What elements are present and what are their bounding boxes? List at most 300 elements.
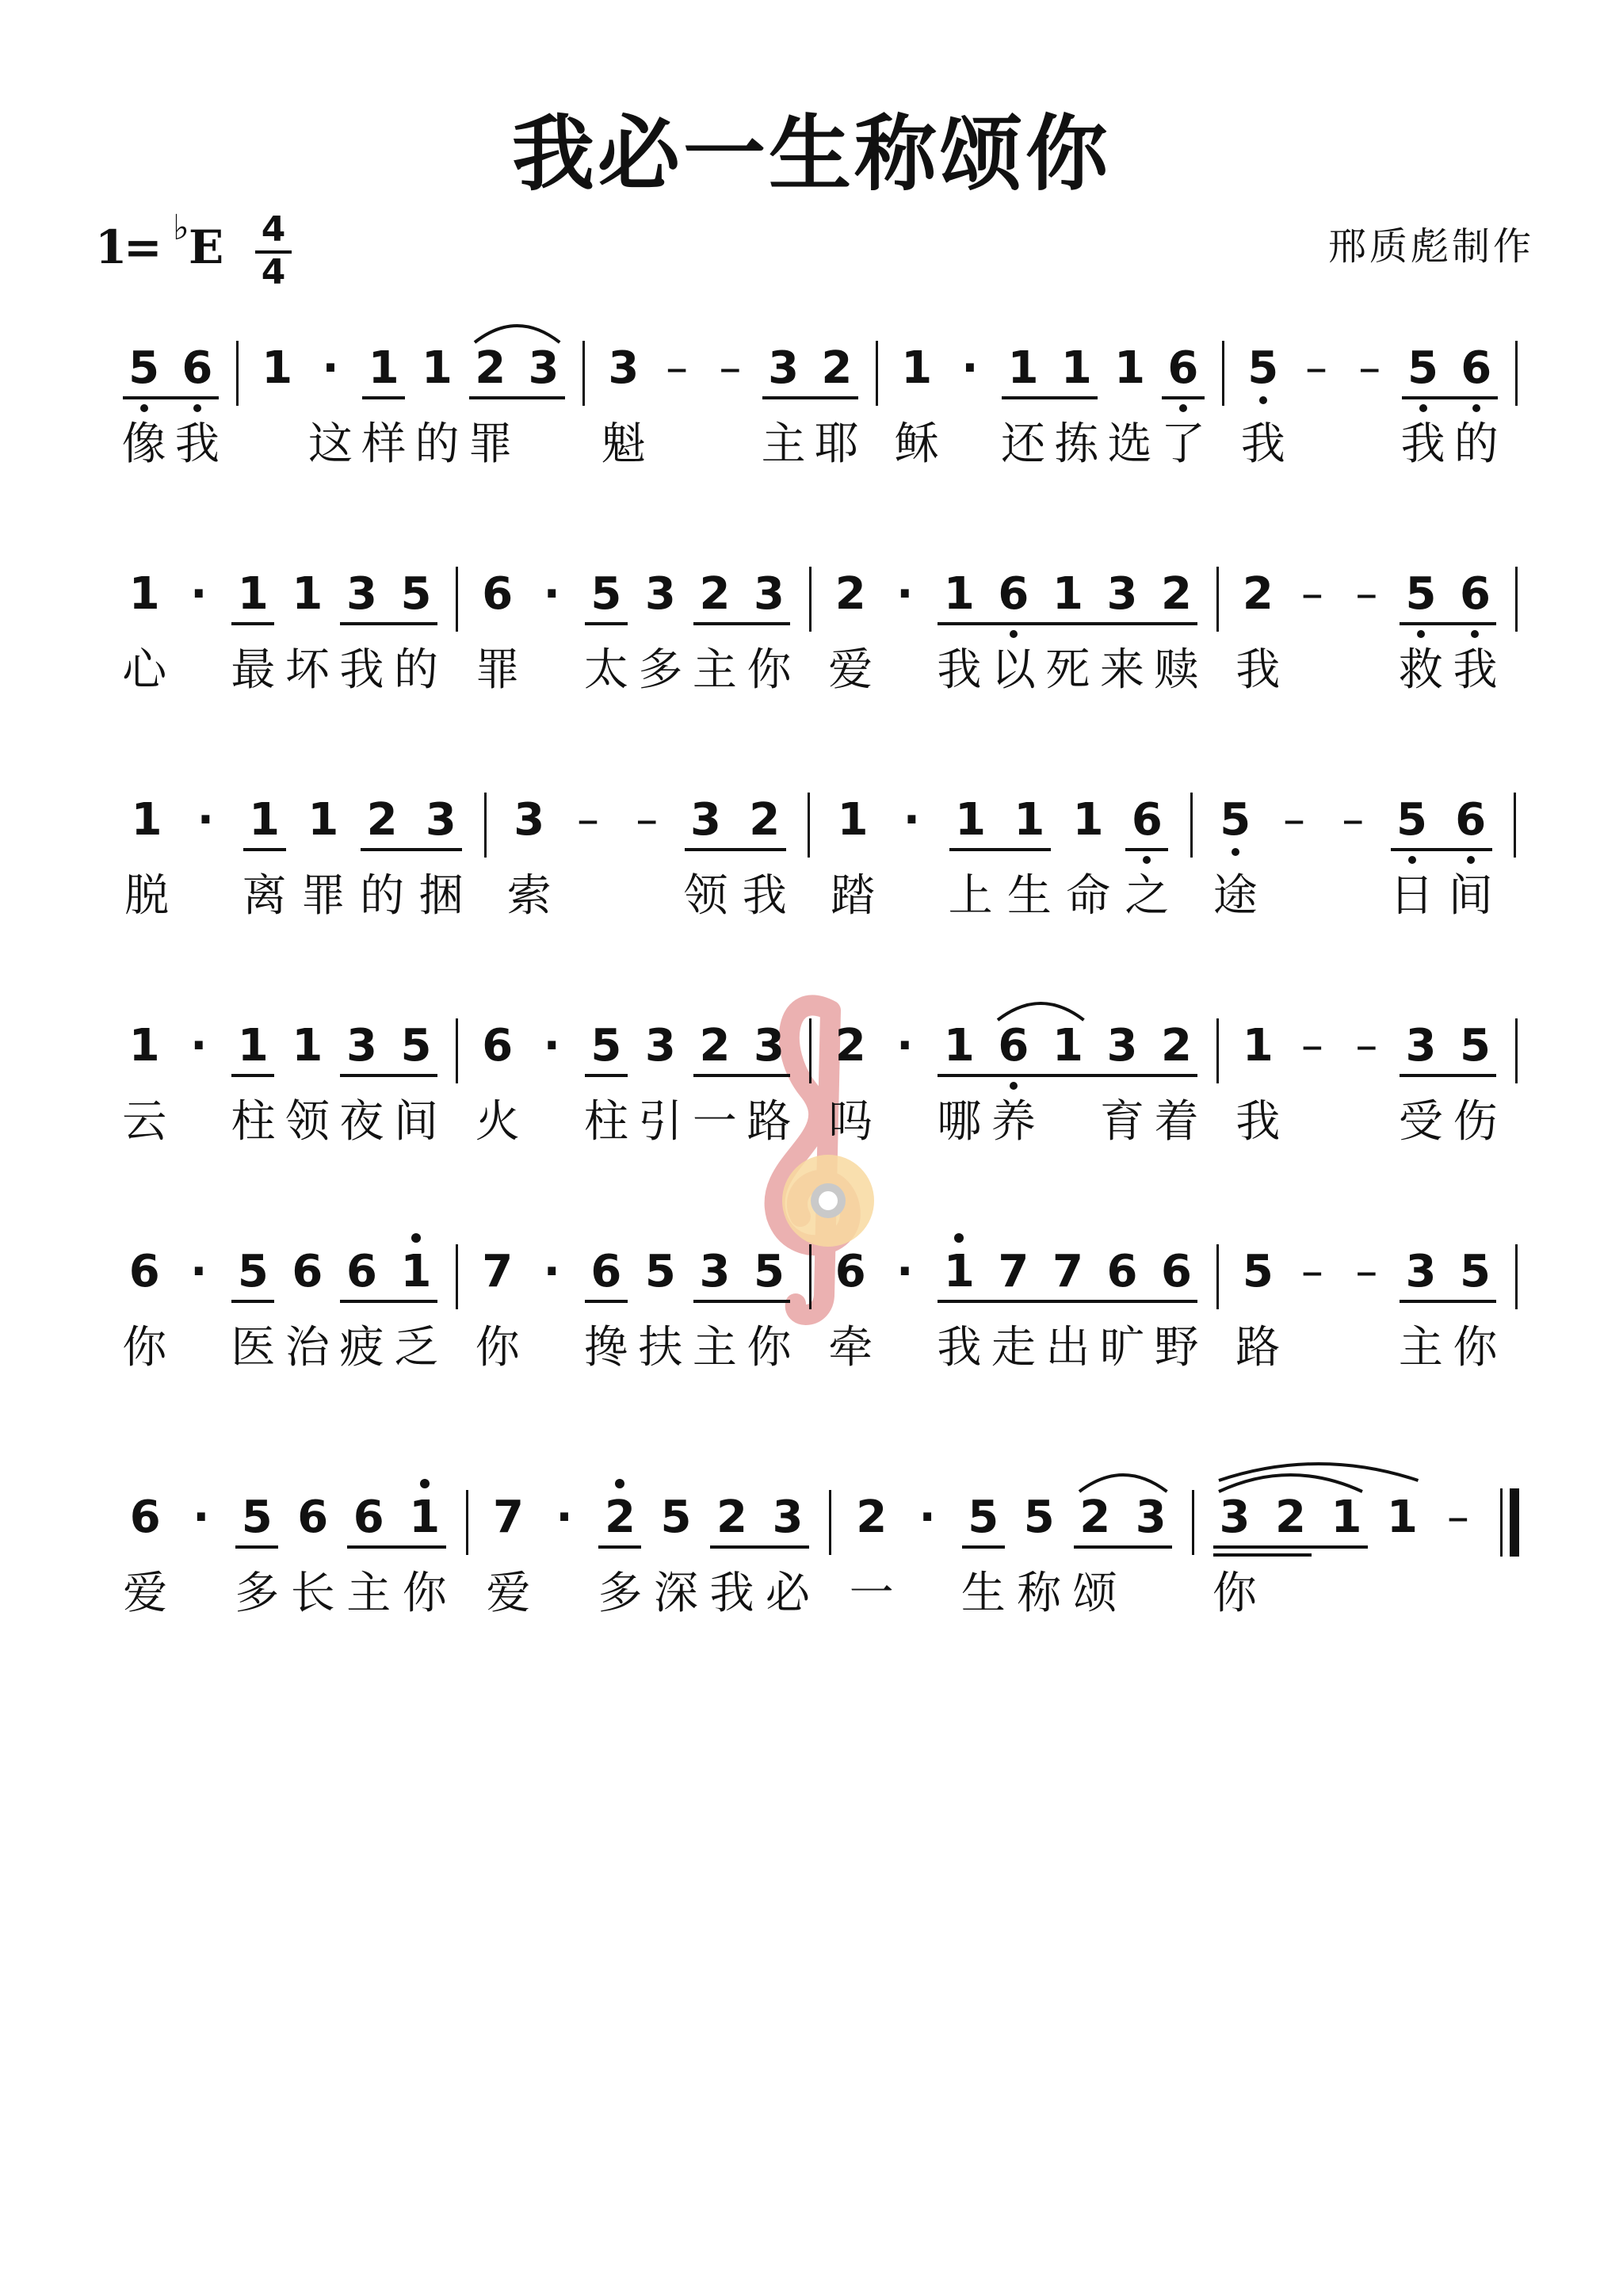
lyric: 火: [475, 1096, 520, 1148]
note: 1: [936, 1244, 982, 1300]
lyric: 之: [1125, 870, 1170, 922]
lyric: 我: [742, 870, 787, 922]
bar-line: [1515, 1244, 1518, 1309]
lyric: 我: [937, 644, 982, 696]
lyric: 走: [991, 1322, 1036, 1373]
bar-line: [484, 793, 487, 858]
note: 1: [131, 794, 162, 846]
note: 2: [1161, 568, 1192, 620]
note: 5: [1459, 1246, 1491, 1297]
dotted-rhythm: ·: [556, 1492, 573, 1543]
extension-dash: –: [719, 342, 742, 394]
note: 3: [425, 794, 456, 846]
lyric: 育: [1099, 1096, 1144, 1148]
bar-line: [808, 793, 810, 858]
bar-line: [1515, 1018, 1518, 1083]
lyric: 领: [683, 870, 728, 922]
note: 6: [991, 1018, 1037, 1074]
octave-down-dot: [1259, 396, 1267, 404]
note: 3: [1219, 1492, 1251, 1543]
bar-line: [809, 1244, 812, 1309]
lyric: 你: [1453, 1322, 1498, 1373]
lyric: 伤: [1453, 1096, 1498, 1148]
note: 3: [772, 1492, 804, 1543]
note: 5: [1389, 793, 1435, 848]
key-equals: =: [124, 220, 162, 274]
note: 6: [482, 568, 514, 620]
note: 2: [475, 342, 506, 394]
note: 3: [346, 1020, 377, 1072]
final-bar-thick: [1510, 1488, 1519, 1557]
bar-line: [1514, 793, 1516, 858]
lyric: 柱: [583, 1096, 628, 1148]
bar-line: [582, 341, 585, 406]
eighth-beam: [1402, 396, 1498, 399]
dotted-rhythm: ·: [543, 568, 560, 620]
eighth-beam: [340, 1074, 437, 1077]
bar-line: [466, 1490, 468, 1555]
lyric: 路: [747, 1096, 792, 1148]
note: 5: [660, 1492, 692, 1543]
eighth-beam: [693, 622, 791, 625]
note: 5: [753, 1246, 785, 1297]
eighth-beam: [231, 1300, 274, 1303]
lyric: 的: [360, 870, 405, 922]
note: 3: [1405, 1020, 1437, 1072]
note: 6: [297, 1492, 329, 1543]
lyric: 主: [761, 418, 806, 470]
note: 1: [237, 568, 269, 620]
note: 5: [1400, 341, 1446, 396]
lyric: 来: [1099, 644, 1144, 696]
eighth-beam: [243, 848, 286, 851]
eighth-beam: [938, 1300, 1197, 1303]
note: 6: [1453, 341, 1499, 396]
octave-down-dot: [140, 404, 148, 412]
lyric: 你: [122, 1322, 167, 1373]
dotted-rhythm: ·: [543, 1020, 560, 1072]
bar-line: [1222, 341, 1224, 406]
eighth-beam: [1213, 1545, 1368, 1549]
lyric: 必: [765, 1568, 810, 1619]
lyric: 颂: [1072, 1568, 1117, 1619]
lyric: 主: [692, 1322, 737, 1373]
lyric: 脱: [124, 870, 170, 922]
note: 1: [402, 1490, 448, 1545]
lyric: 一: [849, 1568, 894, 1619]
note: 3: [1106, 1020, 1138, 1072]
extension-dash: –: [1305, 342, 1328, 394]
eighth-beam: [1074, 1545, 1172, 1549]
lyric: 野: [1154, 1322, 1199, 1373]
note: 7: [482, 1246, 514, 1297]
lyric: 你: [1212, 1568, 1257, 1619]
dotted-rhythm: ·: [193, 1492, 210, 1543]
note: 3: [528, 342, 559, 394]
author-credit: 邢质彪制作: [1327, 224, 1534, 269]
lyric: 离: [242, 870, 287, 922]
note: 1: [1386, 1492, 1418, 1543]
score-row: [0, 341, 1623, 499]
lyric: 魁: [601, 418, 646, 470]
bar-line: [236, 341, 239, 406]
octave-down-dot: [1179, 404, 1187, 412]
extension-dash: –: [1446, 1492, 1469, 1543]
extension-dash: –: [1358, 342, 1381, 394]
octave-down-dot: [1143, 856, 1151, 864]
eighth-beam: [1400, 1300, 1497, 1303]
lyric: 最: [231, 644, 276, 696]
lyric: 着: [1154, 1096, 1199, 1148]
key-label: 1: [95, 220, 128, 274]
lyric: 间: [1448, 870, 1493, 922]
flat-icon: ♭: [173, 208, 189, 248]
score-row: [0, 1490, 1623, 1648]
note: 1: [368, 342, 399, 394]
dotted-rhythm: ·: [190, 568, 208, 620]
note: 1: [237, 1020, 269, 1072]
note: 5: [1212, 793, 1258, 848]
lyric: 选: [1107, 418, 1152, 470]
lyric: 路: [1235, 1322, 1281, 1373]
note: 6: [1124, 793, 1170, 848]
note: 6: [1161, 1246, 1192, 1297]
note: 1: [292, 568, 323, 620]
lyric: 疲: [339, 1322, 384, 1373]
note: 1: [1052, 1020, 1083, 1072]
extension-dash: –: [1355, 568, 1378, 620]
note: 6: [1452, 567, 1498, 622]
note: 2: [1242, 568, 1274, 620]
octave-down-dot: [1408, 856, 1416, 864]
lyric: 云: [122, 1096, 167, 1148]
note: 2: [597, 1490, 643, 1545]
lyric: 吗: [828, 1096, 873, 1148]
note: 2: [1274, 1492, 1306, 1543]
score-row: [0, 567, 1623, 725]
note: 5: [590, 568, 622, 620]
octave-down-dot: [1010, 1082, 1018, 1090]
lyric: 称: [1017, 1568, 1062, 1619]
bar-line: [456, 567, 458, 632]
eighth-beam: [340, 1300, 437, 1303]
lyric: 你: [402, 1568, 447, 1619]
eighth-beam: [123, 396, 219, 399]
note: 1: [1072, 794, 1104, 846]
lyric: 主: [346, 1568, 391, 1619]
note: 5: [1023, 1492, 1055, 1543]
lyric: 爱: [828, 644, 873, 696]
lyric: 牵: [828, 1322, 873, 1373]
note: 1: [901, 342, 933, 394]
lyric: 一: [692, 1096, 737, 1148]
octave-up-dot: [411, 1233, 421, 1243]
note: 1: [943, 1020, 975, 1072]
note: 2: [1161, 1020, 1192, 1072]
lyric: 以: [991, 644, 1036, 696]
octave-down-dot: [1419, 404, 1427, 412]
eighth-beam: [962, 1545, 1005, 1549]
note: 2: [834, 568, 866, 620]
eighth-beam: [362, 396, 405, 399]
extension-dash: –: [1342, 794, 1365, 846]
note: 1: [128, 1020, 160, 1072]
note: 6: [292, 1246, 323, 1297]
lyric: 样: [361, 418, 407, 470]
bar-line: [809, 567, 812, 632]
lyric: 多: [638, 644, 683, 696]
note: 5: [1242, 1246, 1274, 1297]
lyric: 坏: [285, 644, 330, 696]
note: 3: [644, 1020, 676, 1072]
lyric: 赎: [1154, 644, 1199, 696]
octave-up-dot: [615, 1479, 624, 1488]
lyric: 我: [937, 1322, 982, 1373]
lyric: 旷: [1099, 1322, 1144, 1373]
note: 1: [837, 794, 869, 846]
bar-line: [1216, 1018, 1219, 1083]
time-signature-denominator: 4: [261, 252, 286, 292]
note: 1: [393, 1244, 439, 1300]
dotted-rhythm: ·: [896, 1020, 914, 1072]
note: 3: [1135, 1492, 1167, 1543]
note: 2: [366, 794, 398, 846]
note: 2: [749, 794, 781, 846]
dotted-rhythm: ·: [896, 1246, 914, 1297]
lyric: 我: [1235, 644, 1281, 696]
lyric: 扶: [638, 1322, 683, 1373]
note: 3: [768, 342, 800, 394]
bar-line: [876, 341, 878, 406]
extension-dash: –: [577, 794, 599, 846]
lyric: 你: [747, 1322, 792, 1373]
extension-dash: –: [666, 342, 689, 394]
slur-icon: [1217, 1452, 1419, 1484]
note: 6: [1448, 793, 1494, 848]
lyric: 踏: [831, 870, 876, 922]
lyric: 长: [290, 1568, 335, 1619]
lyric: 的: [393, 644, 438, 696]
note: 6: [482, 1020, 514, 1072]
eighth-beam: [1400, 622, 1497, 625]
note: 2: [856, 1492, 888, 1543]
bar-line: [1216, 567, 1219, 632]
lyric: 的: [1453, 418, 1499, 470]
octave-down-dot: [1010, 630, 1018, 638]
lyric: 罪: [475, 644, 520, 696]
bar-line: [829, 1490, 831, 1555]
note: 2: [699, 1020, 731, 1072]
lyric: 出: [1045, 1322, 1090, 1373]
note: 5: [237, 1246, 269, 1297]
note: 1: [292, 1020, 323, 1072]
time-signature-numerator: 4: [261, 209, 286, 250]
octave-up-dot: [420, 1479, 430, 1488]
dotted-rhythm: ·: [190, 1246, 208, 1297]
octave-down-dot: [1232, 848, 1239, 856]
lyric: 领: [285, 1096, 330, 1148]
eighth-beam: [938, 1074, 1197, 1077]
eighth-beam: [1002, 396, 1098, 399]
octave-down-dot: [1471, 630, 1479, 638]
extension-dash: –: [1283, 794, 1305, 846]
note: 7: [998, 1246, 1029, 1297]
extension-dash: –: [636, 794, 659, 846]
lyric: 爱: [123, 1568, 168, 1619]
eighth-beam: [361, 848, 462, 851]
eighth-beam: [585, 622, 628, 625]
lyric: 捆: [418, 870, 464, 922]
note: 1: [1052, 568, 1083, 620]
lyric: 乏: [393, 1322, 438, 1373]
note: 1: [1114, 342, 1146, 394]
lyric: 你: [747, 644, 792, 696]
bar-line: [1190, 793, 1193, 858]
lyric: 引: [638, 1096, 683, 1148]
lyric: 医: [231, 1322, 276, 1373]
eighth-beam: [235, 1545, 278, 1549]
song-title: 我必一生称颂你: [511, 105, 1111, 202]
note: 1: [955, 794, 987, 846]
note: 2: [716, 1492, 747, 1543]
note: 1: [1242, 1020, 1274, 1072]
note: 6: [128, 1246, 160, 1297]
eighth-beam: [1125, 848, 1168, 851]
note: 6: [834, 1246, 866, 1297]
key-note: E: [189, 220, 224, 274]
dotted-rhythm: ·: [918, 1492, 936, 1543]
note: 5: [968, 1492, 999, 1543]
lyric: 命: [1066, 870, 1111, 922]
lyric: 多: [235, 1568, 280, 1619]
note: 1: [1014, 794, 1045, 846]
note: 3: [753, 1020, 785, 1072]
extension-dash: –: [1300, 1020, 1323, 1072]
note: 5: [1459, 1020, 1491, 1072]
octave-down-dot: [1467, 856, 1475, 864]
note: 7: [1052, 1246, 1083, 1297]
note: 6: [991, 567, 1037, 622]
bar-line: [1515, 567, 1518, 632]
eighth-beam: [938, 622, 1197, 625]
lyric: 了: [1160, 418, 1205, 470]
lyric: 爱: [486, 1568, 531, 1619]
note: 3: [644, 568, 676, 620]
eighth-beam: [693, 1074, 791, 1077]
sixteenth-beam: [1213, 1553, 1312, 1557]
note: 2: [699, 568, 731, 620]
lyric: 生: [960, 1568, 1006, 1619]
dotted-rhythm: ·: [190, 1020, 208, 1072]
note: 6: [590, 1246, 622, 1297]
score-row: [0, 1018, 1623, 1177]
extension-dash: –: [1300, 1246, 1323, 1297]
eighth-beam: [762, 396, 858, 399]
eighth-beam: [585, 1300, 628, 1303]
note: 3: [690, 794, 721, 846]
note: 5: [1240, 341, 1286, 396]
lyric: 这: [307, 418, 353, 470]
lyric: 受: [1398, 1096, 1443, 1148]
note: 5: [241, 1492, 273, 1543]
octave-down-dot: [1472, 404, 1480, 412]
dotted-rhythm: ·: [197, 794, 215, 846]
bar-line: [456, 1244, 458, 1309]
note: 5: [644, 1246, 676, 1297]
lyric: 哪: [937, 1096, 982, 1148]
note: 3: [346, 568, 377, 620]
extension-dash: –: [1300, 568, 1323, 620]
note: 5: [400, 568, 432, 620]
lyric: 上: [948, 870, 993, 922]
lyric: 我: [1240, 418, 1285, 470]
eighth-beam: [1400, 1074, 1497, 1077]
bar-line: [809, 1018, 812, 1083]
eighth-beam: [585, 1074, 628, 1077]
note: 2: [834, 1020, 866, 1072]
lyric: 救: [1398, 644, 1443, 696]
note: 6: [129, 1492, 161, 1543]
note: 1: [249, 794, 281, 846]
note: 3: [1106, 568, 1138, 620]
bar-line: [456, 1018, 458, 1083]
lyric: 我: [1400, 418, 1445, 470]
octave-down-dot: [193, 404, 201, 412]
bar-line: [1216, 1244, 1219, 1309]
eighth-beam: [949, 848, 1051, 851]
lyric: 拣: [1054, 418, 1099, 470]
lyric: 你: [475, 1322, 520, 1373]
lyric: 途: [1212, 870, 1258, 922]
lyric: 我: [709, 1568, 754, 1619]
note: 5: [121, 341, 167, 396]
lyric: 索: [506, 870, 552, 922]
eighth-beam: [693, 1300, 791, 1303]
lyric: 间: [393, 1096, 438, 1148]
note: 5: [1398, 567, 1444, 622]
lyric: 像: [121, 418, 166, 470]
note: 2: [821, 342, 853, 394]
note: 1: [128, 568, 160, 620]
note: 6: [174, 341, 220, 396]
lyric: 还: [1001, 418, 1046, 470]
eighth-beam: [231, 1074, 274, 1077]
eighth-beam: [685, 848, 786, 851]
lyric: 我: [1235, 1096, 1281, 1148]
eighth-beam: [231, 622, 274, 625]
lyric: 死: [1045, 644, 1090, 696]
note: 1: [421, 342, 453, 394]
lyric: 我: [174, 418, 220, 470]
eighth-beam: [710, 1545, 808, 1549]
note: 1: [1007, 342, 1039, 394]
lyric: 太: [583, 644, 628, 696]
final-bar-thin: [1500, 1488, 1503, 1557]
lyric: 生: [1006, 870, 1052, 922]
note: 6: [1160, 341, 1206, 396]
lyric: 搀: [583, 1322, 628, 1373]
score-row: [0, 1244, 1623, 1403]
extension-dash: –: [1355, 1020, 1378, 1072]
note: 2: [1079, 1492, 1111, 1543]
eighth-beam: [469, 396, 565, 399]
bar-line: [1515, 341, 1518, 406]
lyric: 的: [414, 418, 460, 470]
lyric: 耶: [814, 418, 859, 470]
lyric: 我: [1453, 644, 1498, 696]
dotted-rhythm: ·: [903, 794, 921, 846]
lyric: 养: [991, 1096, 1036, 1148]
